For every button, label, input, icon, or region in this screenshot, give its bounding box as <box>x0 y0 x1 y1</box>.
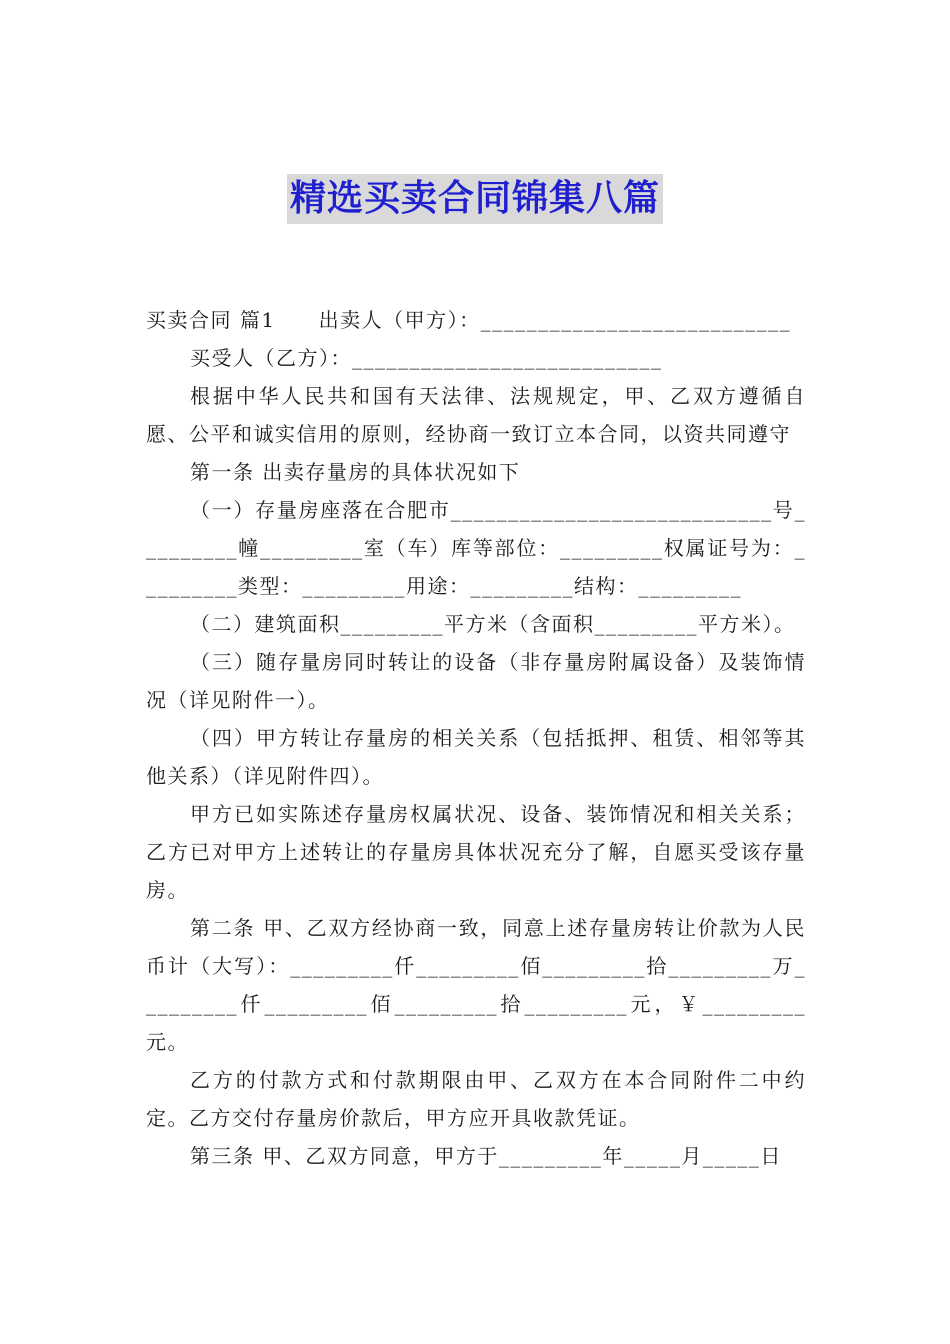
paragraph-heading-seller: 买卖合同 篇1 出卖人（甲方）：___________________________ <box>146 308 792 332</box>
paragraph-preamble: 根据中华人民共和国有天法律、法规规定，甲、乙双方遵循自愿、公平和诚实信用的原则，经协商一致订立本合同，以资共同遵守 <box>146 384 806 446</box>
paragraph-item-1: （一）存量房座落在合肥市____________________________号_________幢_________室（车）库等部位：_________权属证号为：_________类型：_________用途：_________结构：_________ <box>146 498 806 598</box>
paragraph-item-2: （二）建筑面积_________平方米（含面积_________平方米）。 <box>190 612 796 636</box>
paragraph-article-3: 第三条 甲、乙双方同意，甲方于_________年_____月_____日 <box>190 1144 782 1168</box>
paragraph-article-2: 第二条 甲、乙双方经协商一致，同意上述存量房转让价款为人民币计（大写）：_________仟_________佰_________拾_________万_________仟_________佰_________拾_________元，￥_________元。 <box>146 916 806 1054</box>
paragraph-statement: 甲方已如实陈述存量房权属状况、设备、装饰情况和相关关系；乙方已对甲方上述转让的存量房具体状况充分了解，自愿买受该存量房。 <box>146 802 806 902</box>
document-title: 精选买卖合同锦集八篇 <box>287 174 663 224</box>
paragraph-item-4: （四）甲方转让存量房的相关关系（包括抵押、租赁、相邻等其他关系）（详见附件四）。 <box>146 726 806 788</box>
paragraph-article-1: 第一条 出卖存量房的具体状况如下 <box>190 460 521 484</box>
document-title-wrap <box>0 174 950 224</box>
paragraph-buyer: 买受人（乙方）：___________________________ <box>190 346 663 370</box>
paragraph-item-3: （三）随存量房同时转让的设备（非存量房附属设备）及装饰情况（详见附件一）。 <box>146 650 806 712</box>
document-body <box>146 301 806 1175</box>
paragraph-payment: 乙方的付款方式和付款期限由甲、乙双方在本合同附件二中约定。乙方交付存量房价款后，甲方应开具收款凭证。 <box>146 1068 806 1130</box>
